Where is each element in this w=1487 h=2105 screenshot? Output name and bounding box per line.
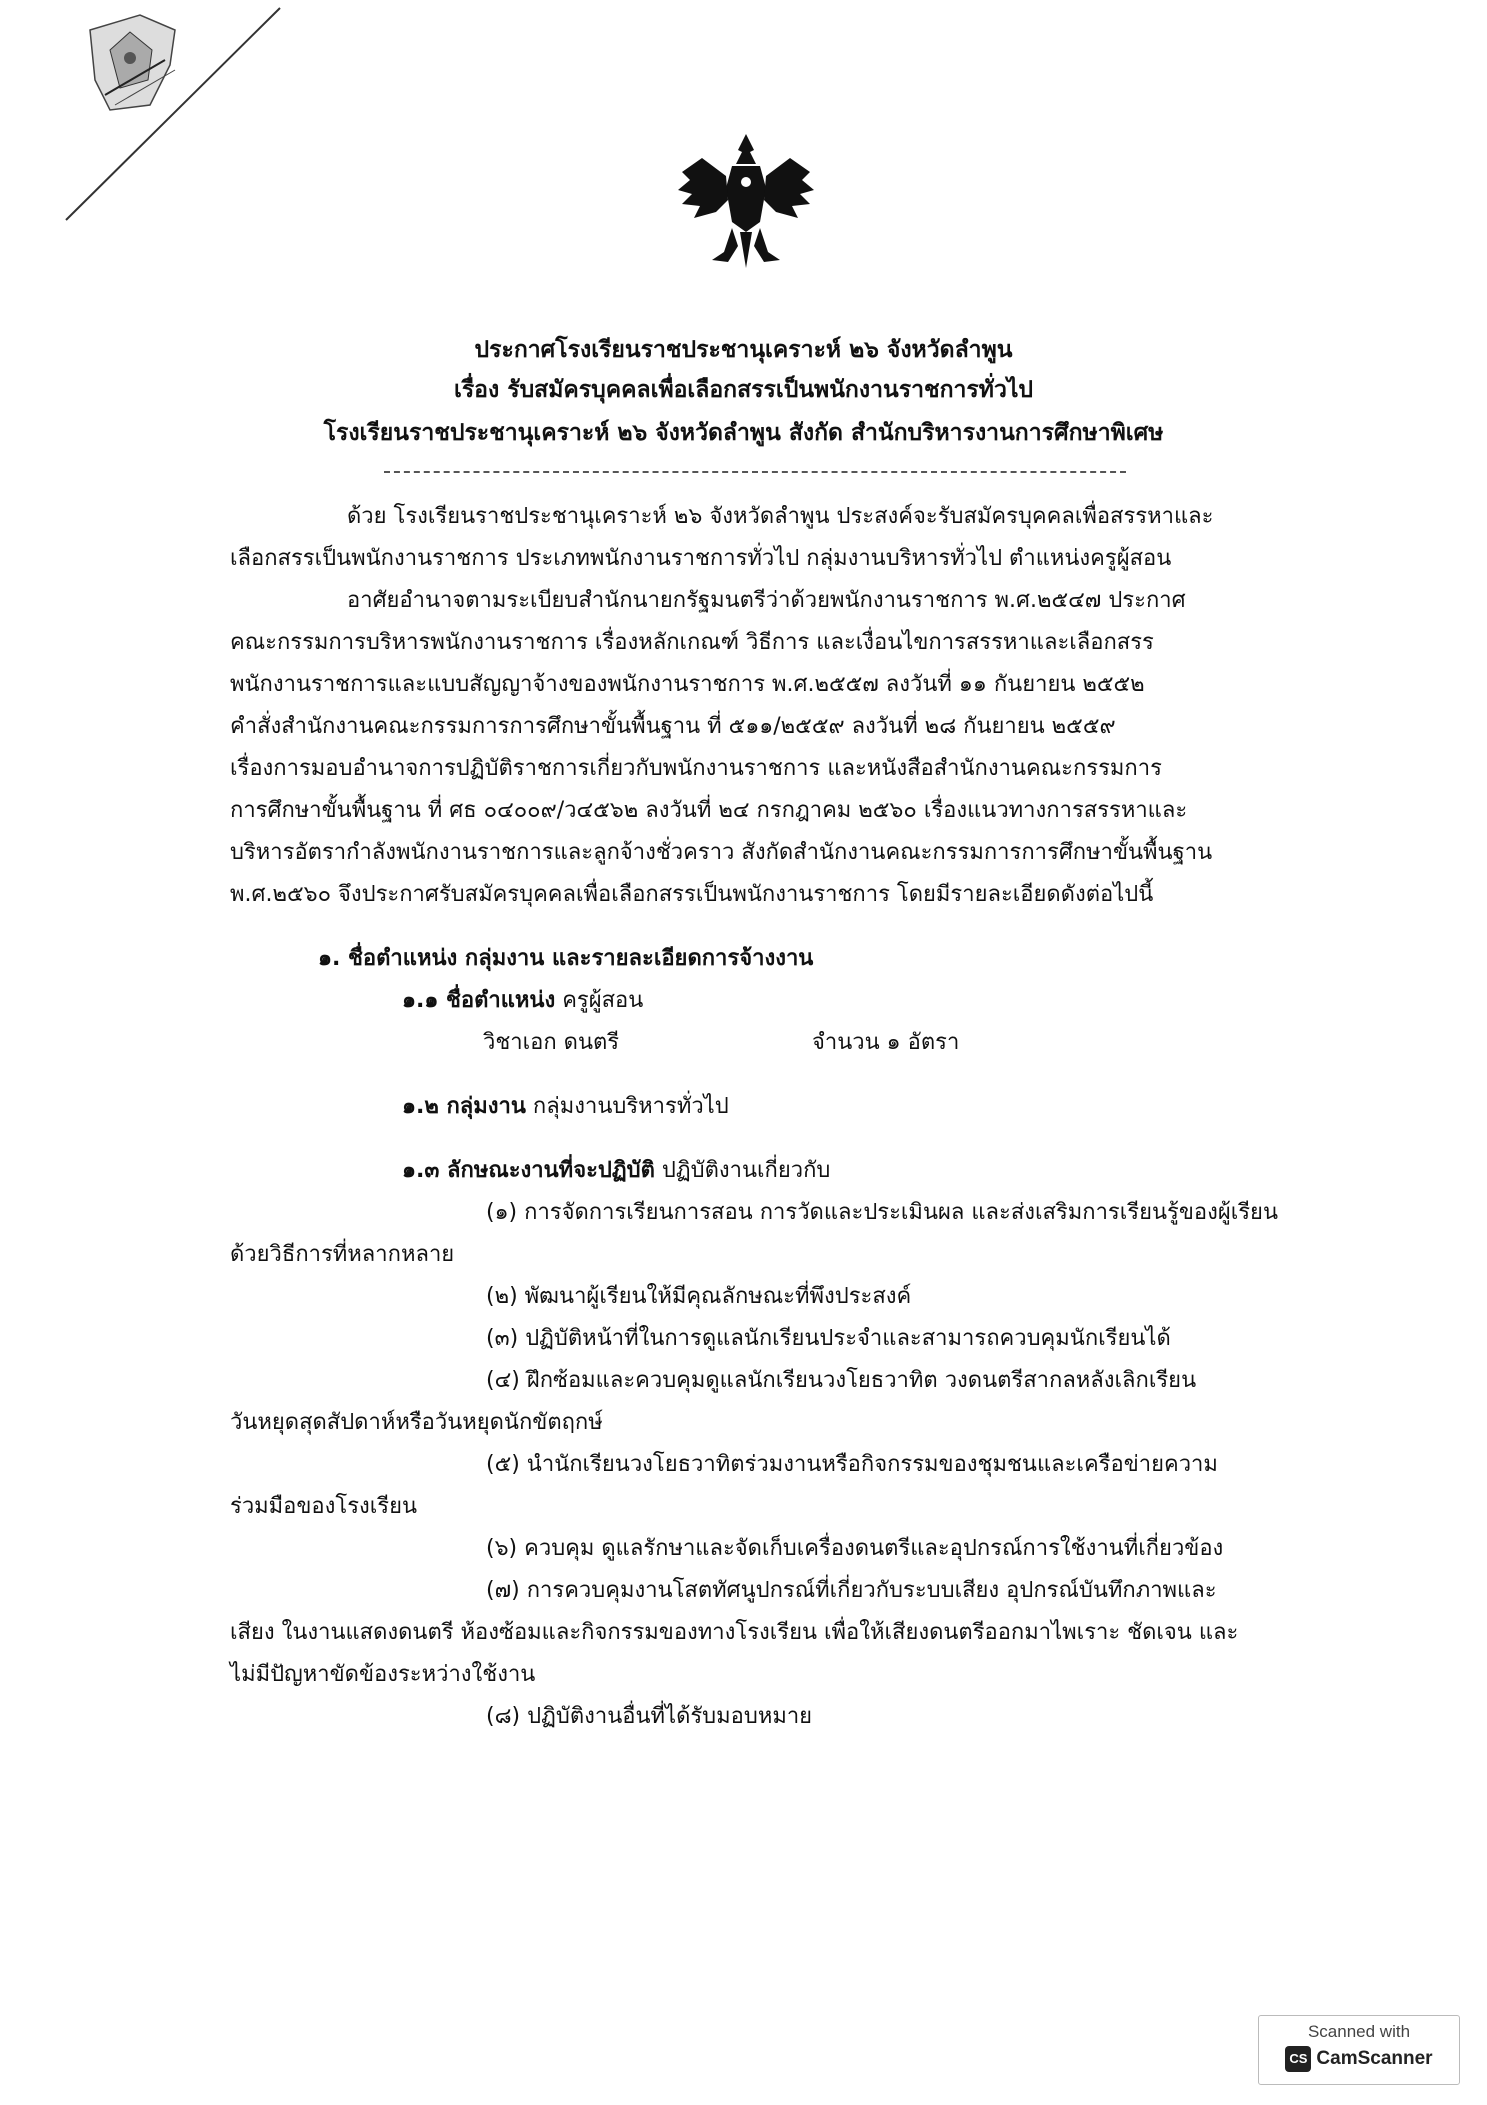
major-subject: วิชาเอก ดนตรี bbox=[483, 1030, 620, 1055]
document-title-line3: โรงเรียนราชประชานุเคราะห์ ๒๖ จังหวัดลำพูน สังกัด สำนักบริหารงานการศึกษาพิเศษ bbox=[323, 420, 1164, 446]
garuda-emblem-icon bbox=[672, 128, 820, 276]
duty-item-continued: ด้วยวิธีการที่หลากหลาย bbox=[230, 1242, 455, 1267]
intro-line: คำสั่งสำนักงานคณะกรรมการการศึกษาขั้นพื้นฐาน ที่ ๕๑๑/๒๕๕๙ ลงวันที่ ๒๘ กันยายน ๒๕๕๙ bbox=[230, 714, 1116, 739]
position-count: จำนวน ๑ อัตรา bbox=[812, 1030, 960, 1055]
duty-item-continued: วันหยุดสุดสัปดาห์หรือวันหยุดนักขัตฤกษ์ bbox=[230, 1410, 603, 1435]
duty-item: (๒) พัฒนาผู้เรียนให้มีคุณลักษณะที่พึงประสงค์ bbox=[486, 1284, 912, 1309]
duty-item: (๑) การจัดการเรียนการสอน การวัดและประเมินผล และส่งเสริมการเรียนรู้ของผู้เรียน bbox=[486, 1200, 1278, 1225]
watermark-text: Scanned with bbox=[1307, 2022, 1411, 2041]
duty-item: (๖) ควบคุม ดูแลรักษาและจัดเก็บเครื่องดนตรีและอุปกรณ์การใช้งานที่เกี่ยวข้อง bbox=[486, 1536, 1224, 1561]
intro-line: ด้วย โรงเรียนราชประชานุเคราะห์ ๒๖ จังหวัดลำพูน ประสงค์จะรับสมัครบุคคลเพื่อสรรหาและ bbox=[347, 504, 1214, 529]
duty-item: (๔) ฝึกซ้อมและควบคุมดูแลนักเรียนวงโยธวาทิต วงดนตรีสากลหลังเลิกเรียน bbox=[486, 1368, 1197, 1393]
subsection-label: ๑.๑ ชื่อตำแหน่ง bbox=[402, 988, 556, 1013]
corner-stamp-icon bbox=[60, 0, 290, 230]
document-title-line2: เรื่อง รับสมัครบุคคลเพื่อเลือกสรรเป็นพนักงานราชการทั่วไป bbox=[453, 377, 1034, 403]
subsection-1-3 bbox=[402, 1150, 830, 1192]
intro-line: บริหารอัตรากำลังพนักงานราชการและลูกจ้างชั่วคราว สังกัดสำนักงานคณะกรรมการการศึกษาขั้นพื้นฐาน bbox=[230, 840, 1213, 865]
title-divider bbox=[384, 471, 1126, 473]
duty-item: (๗) การควบคุมงานโสตทัศนูปกรณ์ที่เกี่ยวกับระบบเสียง อุปกรณ์บันทึกภาพและ bbox=[486, 1578, 1217, 1603]
work-group: กลุ่มงานบริหารทั่วไป bbox=[532, 1094, 729, 1119]
subsection-1-1 bbox=[402, 980, 643, 1022]
duty-item: (๘) ปฏิบัติงานอื่นที่ได้รับมอบหมาย bbox=[486, 1704, 813, 1729]
intro-line: คณะกรรมการบริหารพนักงานราชการ เรื่องหลักเกณฑ์ วิธีการ และเงื่อนไขการสรรหาและเลือกสรร bbox=[230, 630, 1154, 655]
duty-item-continued: ไม่มีปัญหาขัดข้องระหว่างใช้งาน bbox=[230, 1662, 536, 1687]
intro-line: เรื่องการมอบอำนาจการปฏิบัติราชการเกี่ยวกับพนักงานราชการ และหนังสือสำนักงานคณะกรรมการ bbox=[230, 756, 1162, 781]
subsection-label: ๑.๓ ลักษณะงานที่จะปฏิบัติ bbox=[402, 1158, 655, 1183]
watermark-brand bbox=[1259, 2046, 1459, 2072]
subsection-1-2 bbox=[402, 1086, 729, 1128]
position-name: ครูผู้สอน bbox=[562, 988, 644, 1013]
duty-item-continued: ร่วมมือของโรงเรียน bbox=[230, 1494, 418, 1519]
intro-line: พ.ศ.๒๕๖๐ จึงประกาศรับสมัครบุคคลเพื่อเลือกสรรเป็นพนักงานราชการ โดยมีรายละเอียดดังต่อไปนี้ bbox=[230, 882, 1154, 907]
intro-line: การศึกษาขั้นพื้นฐาน ที่ ศธ ๐๔๐๐๙/ว๔๕๖๒ ลงวันที่ ๒๔ กรกฎาคม ๒๕๖๐ เรื่องแนวทางการสรรหาและ bbox=[230, 798, 1188, 823]
duty-item: (๕) นำนักเรียนวงโยธวาทิตร่วมงานหรือกิจกรรมของชุมชนและเครือข่ายความ bbox=[486, 1452, 1218, 1477]
duty-intro: ปฏิบัติงานเกี่ยวกับ bbox=[661, 1158, 831, 1183]
intro-line: อาศัยอำนาจตามระเบียบสำนักนายกรัฐมนตรีว่าด้วยพนักงานราชการ พ.ศ.๒๕๔๗ ประกาศ bbox=[347, 588, 1186, 613]
document-title-line1: ประกาศโรงเรียนราชประชานุเคราะห์ ๒๖ จังหวัดลำพูน bbox=[474, 337, 1013, 363]
intro-line: พนักงานราชการและแบบสัญญาจ้างของพนักงานราชการ พ.ศ.๒๕๕๗ ลงวันที่ ๑๑ กันยายน ๒๕๕๒ bbox=[230, 672, 1145, 697]
intro-line: เลือกสรรเป็นพนักงานราชการ ประเภทพนักงานราชการทั่วไป กลุ่มงานบริหารทั่วไป ตำแหน่งครูผู้สอน bbox=[230, 546, 1172, 571]
duty-item: (๓) ปฏิบัติหน้าที่ในการดูแลนักเรียนประจำและสามารถควบคุมนักเรียนได้ bbox=[486, 1326, 1171, 1351]
subsection-label: ๑.๒ กลุ่มงาน bbox=[402, 1094, 526, 1119]
section-heading: ๑. ชื่อตำแหน่ง กลุ่มงาน และรายละเอียดการจ้างงาน bbox=[318, 946, 814, 971]
camscanner-watermark bbox=[1258, 2015, 1460, 2085]
watermark-brand-name: CamScanner bbox=[1316, 2048, 1433, 2069]
camscanner-logo-icon: CS bbox=[1285, 2046, 1311, 2072]
duty-item-continued: เสียง ในงานแสดงดนตรี ห้องซ้อมและกิจกรรมของทางโรงเรียน เพื่อให้เสียงดนตรีออกมาไพเราะ ชัดเจน และ bbox=[230, 1620, 1239, 1645]
